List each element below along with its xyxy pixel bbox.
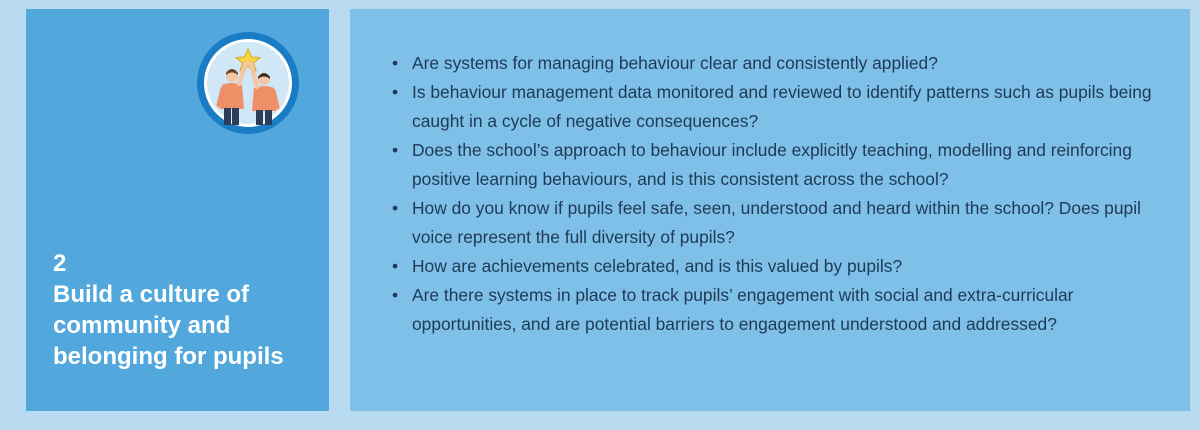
list-item (390, 136, 1180, 194)
question-text: How do you know if pupils feel safe, seen, understood and heard within the school? Does pupil voice represent the full diversity of pupils? (412, 198, 1141, 247)
section-number: 2 (53, 250, 67, 277)
question-text: How are achievements celebrated, and is this valued by pupils? (412, 256, 903, 276)
bullet-icon: • (392, 285, 399, 305)
section-title: Build a culture of community and belonging for pupils (53, 281, 284, 370)
list-item (390, 281, 1180, 339)
bullet-icon: • (392, 256, 399, 276)
bullet-icon: • (392, 53, 399, 73)
bullet-icon: • (392, 140, 399, 160)
list-item (390, 49, 1180, 78)
high-five-people-icon (194, 29, 302, 137)
list-item (390, 78, 1180, 136)
question-text: Is behaviour management data monitored and reviewed to identify patterns such as pupils being caught in a cycle of negative consequences? (412, 82, 1152, 131)
question-text: Are systems for managing behaviour clear and consistently applied? (412, 53, 938, 73)
question-list (390, 49, 1180, 339)
section-panel (26, 9, 329, 411)
list-item (390, 252, 1180, 281)
bullet-icon: • (392, 82, 399, 102)
question-text: Are there systems in place to track pupils’ engagement with social and extra-curricular opportunities, and are potential barriers to engagement understood and addressed? (412, 285, 1074, 334)
question-text: Does the school’s approach to behaviour include explicitly teaching, modelling and reinforcing positive learning behaviours, and is this consistent across the school? (412, 140, 1132, 189)
list-item (390, 194, 1180, 252)
questions-panel (350, 9, 1190, 411)
bullet-icon: • (392, 198, 399, 218)
